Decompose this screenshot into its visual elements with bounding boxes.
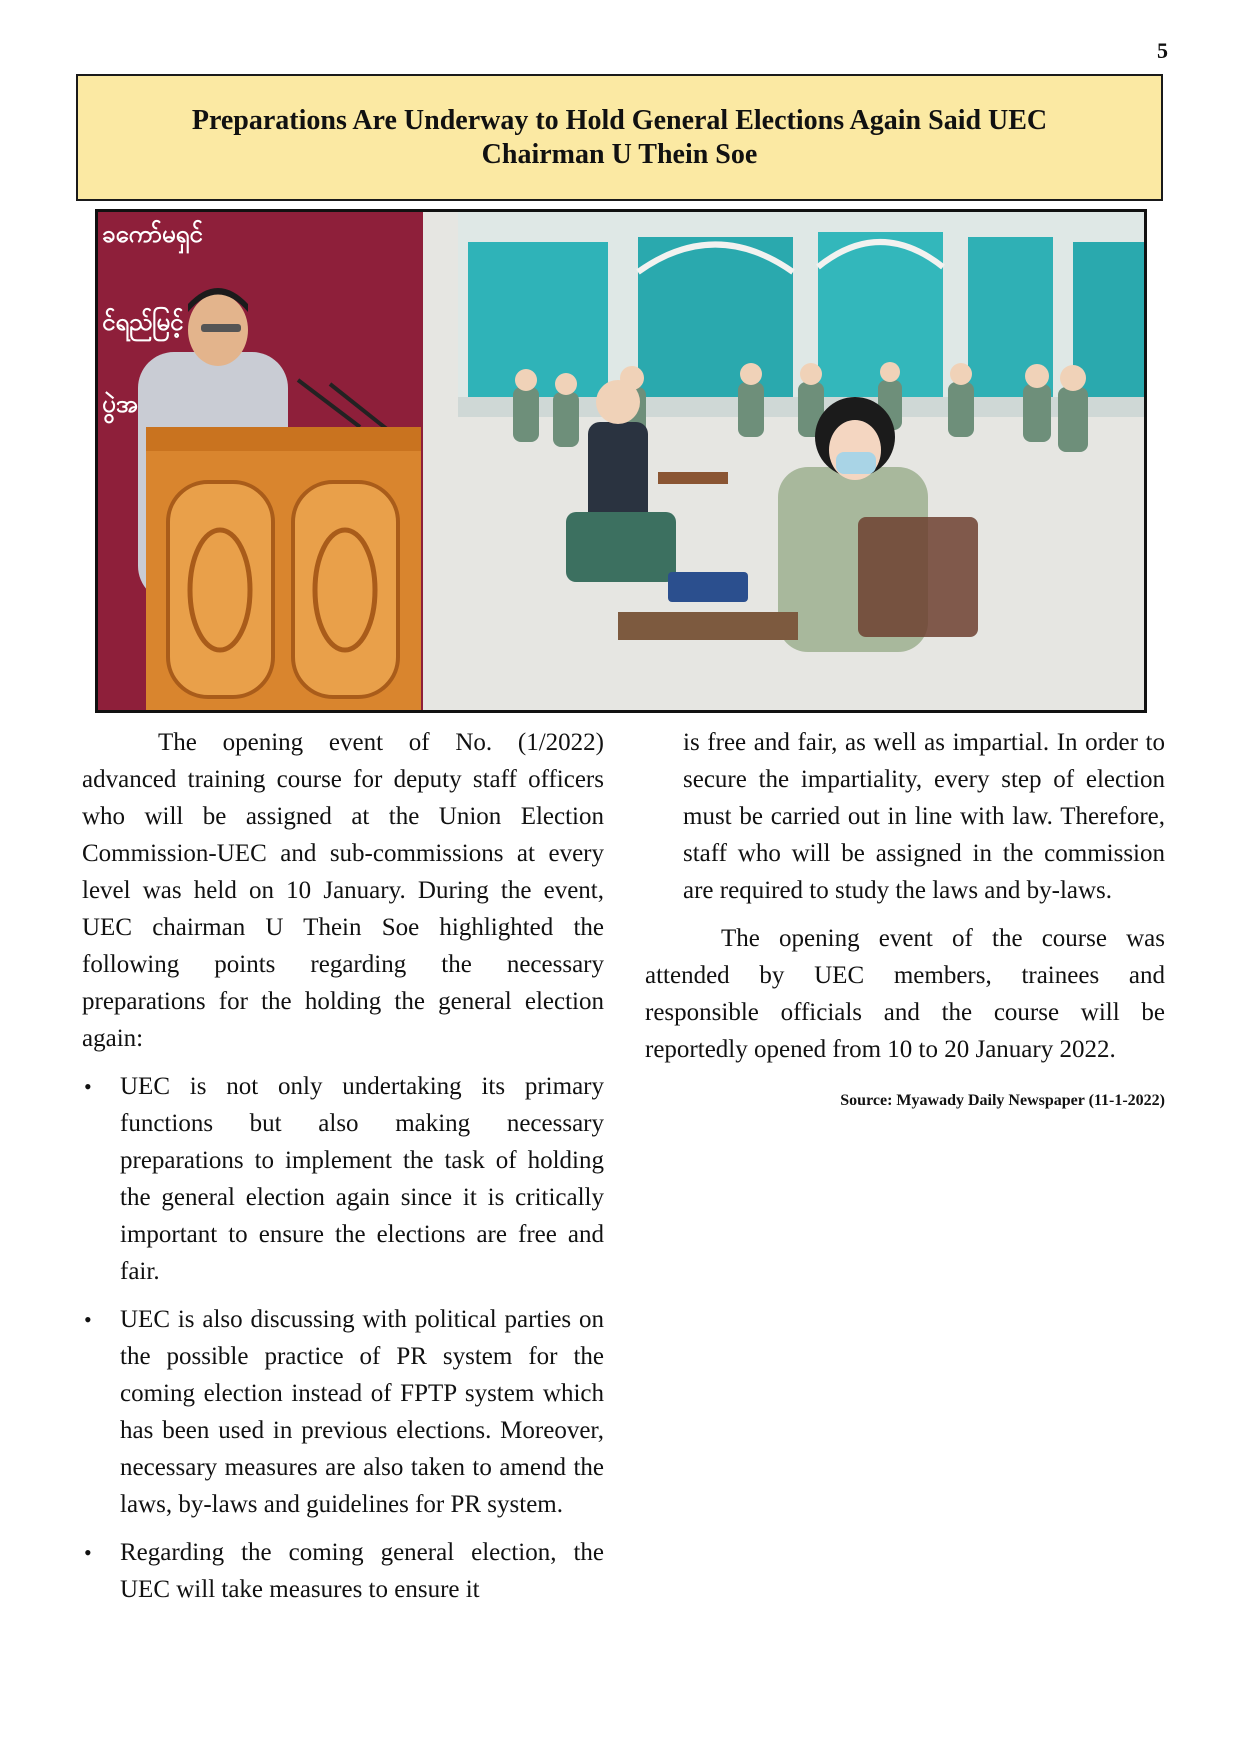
page-number: 5 — [1157, 38, 1168, 63]
bullet-icon: • — [84, 1540, 92, 1565]
bullet-icon: • — [84, 1307, 92, 1332]
closing-paragraph: The opening event of the course was attended by UEC members, trainees and responsible officials and the course will be reportedly opened from 10 to 20 January 2022. — [645, 925, 1165, 1063]
banner-text-2: င်ရည်မြင့် — [102, 308, 184, 336]
left-column — [82, 724, 604, 1619]
right-column — [645, 724, 1165, 1112]
bullet-text: UEC is not only undertaking its primary functions but also making necessary preparations to implement the task of holding the general election again since it is critically important to ensure the elections are free and fair. — [120, 1073, 604, 1285]
bullet-continuation: is free and fair, as well as impartial. In order to secure the impartiality, every step of election must be carried out in line with law. Therefore, staff who will be assigned in the commission are required to study the laws and by-laws. — [683, 729, 1165, 904]
bullet-list — [82, 1068, 604, 1608]
bullet-text: UEC is also discussing with political parties on the possible practice of PR system for the coming election instead of FPTP system which has been used in previous elections. Moreover, necessary measures are also taken to amend the laws, by-laws and guidelines for PR system. — [120, 1306, 604, 1518]
article-title-box — [76, 74, 1163, 201]
source-credit: Source: Myawady Daily Newspaper (11-1-2022) — [840, 1092, 1165, 1109]
bullet-text: Regarding the coming general election, the UEC will take measures to ensure it — [120, 1539, 604, 1603]
bullet-item — [82, 1534, 604, 1608]
article-title-line-2: Chairman U Thein Soe — [481, 138, 758, 170]
banner-text-3: ပွဲအ — [102, 390, 138, 418]
bullet-item — [82, 1301, 604, 1523]
bullet-icon: • — [84, 1074, 92, 1099]
bullet-item — [82, 1068, 604, 1290]
article-photo — [95, 209, 1147, 713]
photo-illustration — [98, 212, 1144, 710]
intro-paragraph: The opening event of No. (1/2022) advanced training course for deputy staff officers who will be assigned at the Union Election Commission-UEC and sub-commissions at every level was held on 10 January. During the event, UEC chairman U Thein Soe highlighted the following points regarding the necessary preparations for the holding the general election again: — [82, 729, 604, 1052]
article-title-line-1: Preparations Are Underway to Hold General Elections Again Said UEC — [191, 104, 1048, 136]
banner-text-1: ခကော်မရှင် — [102, 220, 203, 248]
podium — [146, 427, 421, 710]
